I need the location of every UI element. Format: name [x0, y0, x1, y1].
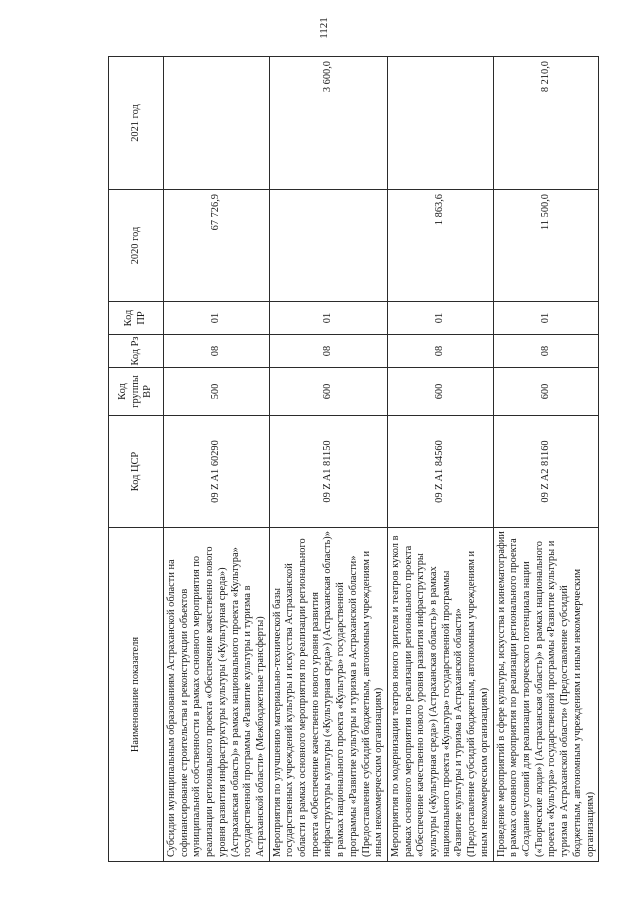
- cell-csr: 09 Z A1 60290: [164, 416, 270, 528]
- cell-pr: 01: [387, 302, 493, 335]
- cell-vr: 600: [269, 368, 387, 416]
- header-vr: Код группы ВР: [109, 368, 164, 416]
- header-2020: 2020 год: [109, 190, 164, 302]
- table-row: [164, 57, 270, 862]
- table-row: [269, 57, 387, 862]
- cell-vr: 500: [164, 368, 270, 416]
- cell-csr: 09 Z A1 81150: [269, 416, 387, 528]
- header-name: Наименование показателя: [109, 528, 164, 862]
- header-csr: Код ЦСР: [109, 416, 164, 528]
- cell-name: Проведение мероприятий в сфере культуры, искусства и кинематографии в рамках основного мероприятия по реализации регионального проекта «Создание условий для реализации творческого потенциала нации («Творческие люди») (Астраханская область)» в рамках национального проекта «Культура» государственной программы «Развитие культуры и туризма в Астраханской области» (Предоставление субсидий бюджетным, автономным учреждениям и иным некоммерческим организациям): [493, 528, 599, 862]
- header-rz: Код Рз: [109, 335, 164, 368]
- cell-vr: 600: [493, 368, 599, 416]
- cell-name: Мероприятия по улучшению материально-технической базы государственных учреждений культуры и искусства Астраханской области в рамках основного мероприятия по реализации регионального проекта «Обеспечение качественно нового уровня развития инфраструктуры культуры («Культурная среда») (Астраханская область)» в рамках национального проекта «Культура» государственной программы «Развитие культуры и туризма в Астраханской области» (Предоставление субсидий бюджетным, автономным учреждениям и иным некоммерческим организациям): [269, 528, 387, 862]
- header-pr: Код ПР: [109, 302, 164, 335]
- cell-2020: 1 863,6: [387, 190, 493, 302]
- cell-pr: 01: [269, 302, 387, 335]
- cell-rz: 08: [269, 335, 387, 368]
- table-row: [493, 57, 599, 862]
- cell-2020: [269, 190, 387, 302]
- header-row: [109, 57, 164, 862]
- cell-name: Мероприятия по модернизации театров юного зрителя и театров кукол в рамках основного мероприятия по реализации регионального проекта «Обеспечение качественно нового уровня развития инфраструктуры культуры («Культурная среда») (Астраханская область)» в рамках национального проекта «Культура» государственной программы «Развитие культуры и туризма в Астраханской области» (Предоставление субсидий бюджетным, автономным учреждениям и иным некоммерческим организациям): [387, 528, 493, 862]
- cell-2021: [387, 57, 493, 190]
- cell-pr: 01: [493, 302, 599, 335]
- cell-2021: [164, 57, 270, 190]
- cell-2020: 67 726,9: [164, 190, 270, 302]
- cell-vr: 600: [387, 368, 493, 416]
- cell-rz: 08: [164, 335, 270, 368]
- cell-pr: 01: [164, 302, 270, 335]
- budget-table: [108, 56, 599, 862]
- cell-csr: 09 Z A2 81160: [493, 416, 599, 528]
- header-2021: 2021 год: [109, 57, 164, 190]
- cell-2021: 8 210,0: [493, 57, 599, 190]
- page-number: 1121: [318, 17, 330, 39]
- cell-name: Субсидии муниципальным образованиям Астраханской области на софинансирование строительства и реконструкции объектов муниципальной собственности в рамках основного мероприятия по реализации регионального проекта «Обеспечение качественно нового уровня развития инфраструктуры культуры («Культурная среда») (Астраханская область)» в рамках национального проекта «Культура» государственной программы «Развитие культуры и туризма в Астраханской области» (Межбюджетные трансферты): [164, 528, 270, 862]
- cell-rz: 08: [387, 335, 493, 368]
- table-row: [387, 57, 493, 862]
- cell-rz: 08: [493, 335, 599, 368]
- cell-2020: 11 500,0: [493, 190, 599, 302]
- cell-csr: 09 Z A1 84560: [387, 416, 493, 528]
- rotated-table-container: [108, 57, 596, 862]
- cell-2021: 3 600,0: [269, 57, 387, 190]
